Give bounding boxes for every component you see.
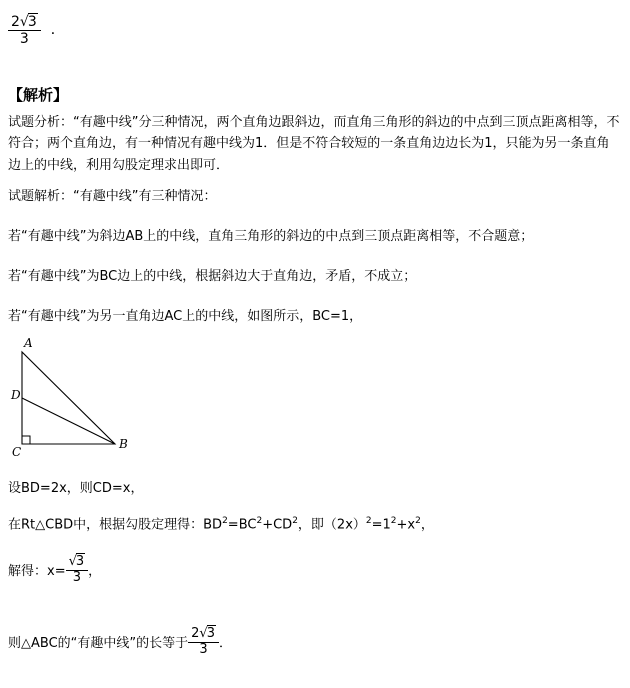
sqrt-symbol-solve: √3 [68, 554, 85, 569]
triangle-svg [10, 336, 140, 466]
paragraph-solve [8, 556, 622, 587]
sqrt-symbol: √3 [19, 14, 37, 30]
conclusion-prefix: 则△ABC的“有趣中线”的长等于 [8, 635, 189, 651]
conclusion-denominator: 3 [199, 641, 208, 657]
sqrt-symbol-conclusion: √3 [199, 626, 215, 641]
conclusion-suffix: ． [219, 635, 233, 651]
triangle-abc [22, 352, 115, 444]
pyth-text-2: =BC [227, 517, 257, 533]
inline-fraction-solve [66, 555, 89, 586]
paragraph-conclusion [8, 628, 622, 659]
solve-suffix: ， [88, 563, 102, 579]
trailing-period: ． [50, 22, 65, 39]
median-bd [22, 398, 115, 444]
exponent-5: 2 [390, 516, 397, 526]
exponent-6: 2 [415, 516, 421, 526]
top-answer [8, 14, 65, 47]
pyth-text-1: 在Rt△CBD中，根据勾股定理得：BD [8, 517, 223, 533]
vertex-label-b: B [119, 437, 128, 451]
exponent-1: 2 [222, 516, 228, 526]
paragraph-case-2: 若“有趣中线”为BC边上的中线，根据斜边大于直角边，矛盾，不成立； [8, 269, 417, 284]
paragraph-set-bd: 设BD=2x，则CD=x， [8, 481, 144, 496]
fraction-numerator: 2√3 [8, 14, 41, 31]
exponent-2: 2 [256, 516, 263, 526]
pyth-text-7: ， [420, 517, 434, 533]
right-angle-mark [22, 436, 30, 444]
conclusion-numerator: 2√3 [188, 627, 219, 643]
fraction-top [8, 14, 41, 47]
exponent-3: 2 [292, 516, 298, 526]
paragraph-case-3: 若“有趣中线”为另一直角边AC上的中线，如图所示，BC=1， [8, 309, 363, 324]
exponent-4: 2 [365, 516, 372, 526]
triangle-figure [10, 336, 140, 466]
vertex-label-a: A [24, 336, 33, 350]
solve-denominator: 3 [72, 569, 82, 585]
vertex-label-d: D [11, 388, 21, 402]
vertex-label-c: C [12, 445, 22, 459]
pyth-text-6: +x [396, 517, 416, 533]
paragraph-case-1: 若“有趣中线”为斜边AB上的中线，直角三角形的斜边的中点到三顶点距离相等，不合题意； [8, 229, 534, 244]
solve-prefix: 解得：x= [8, 563, 66, 579]
pyth-text-5: =1 [371, 517, 391, 533]
pyth-text-3: +CD [262, 517, 293, 533]
section-heading: 【解析】 [8, 86, 69, 104]
fraction-denominator: 3 [19, 31, 29, 48]
solve-numerator [66, 555, 89, 571]
paragraph-pythagorean [8, 514, 622, 536]
inline-fraction-conclusion [188, 627, 219, 658]
paragraph-analysis: 试题分析：“有趣中线”分三种情况，两个直角边跟斜边，而直角三角形的斜边的中点到三顶点距离相等，不符合；两个直角边，有一种情况有趣中线为1．但是不符合较短的一条直角边边长为1，只能为另一条直角边上的中线，利用勾股定理求出即可． [8, 115, 620, 173]
paragraph-solution-intro: 试题解析：“有趣中线”有三种情况： [8, 189, 217, 204]
pyth-text-4: ，即（2x） [297, 517, 366, 533]
